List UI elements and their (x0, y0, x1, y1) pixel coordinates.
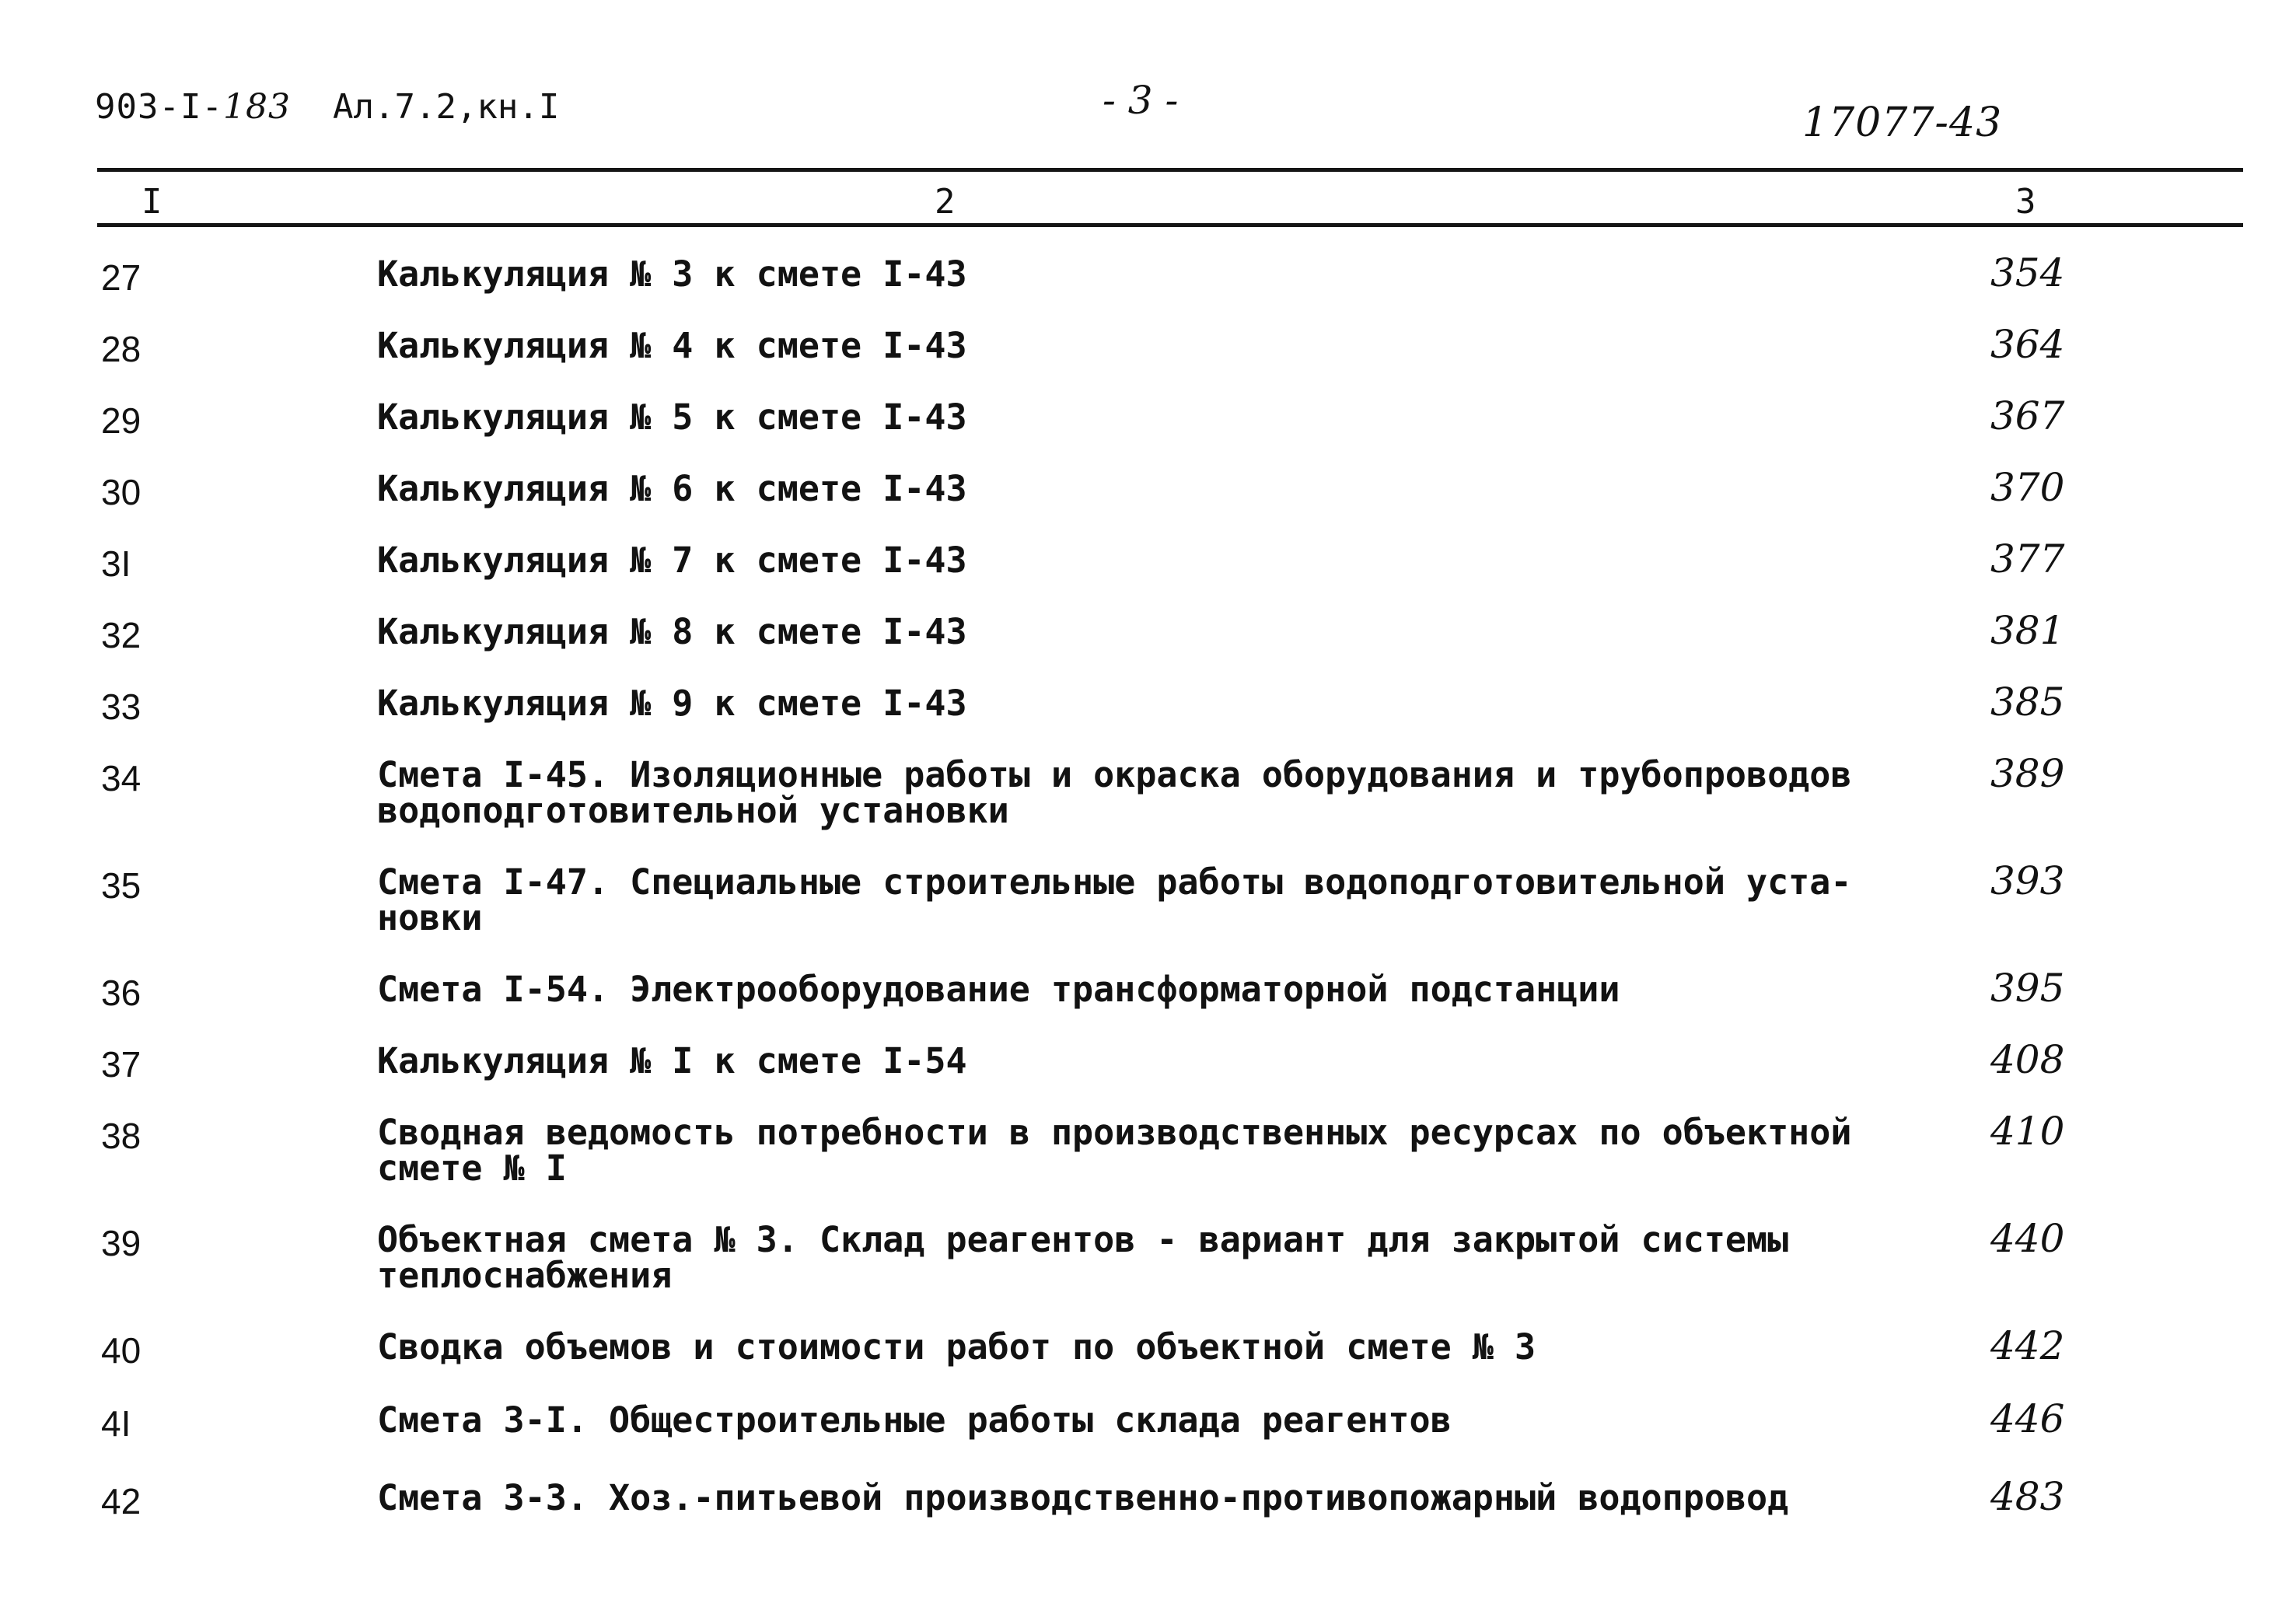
row-number: 34 (101, 758, 142, 798)
row-title: Калькуляция № 6 к смете I-43 (377, 468, 967, 509)
row-page: 442 (1990, 1323, 2065, 1368)
row-title: Смета 3-I. Общестроительные работы склада реагентов (377, 1399, 1452, 1441)
row-number: 4I (101, 1403, 131, 1444)
row-page: 367 (1990, 393, 2065, 438)
row-number: 29 (101, 400, 142, 441)
row-page: 377 (1990, 536, 2065, 582)
header-code-printed: 903-I- (95, 87, 223, 127)
row-page: 370 (1990, 465, 2065, 510)
row-title: Объектная смета № 3. Склад реагентов - вариант для закрытой системы теплоснабжения (377, 1219, 1789, 1296)
row-page: 395 (1990, 966, 2065, 1011)
row-number: 30 (101, 472, 142, 512)
row-title: Калькуляция № 5 к смете I-43 (377, 397, 967, 438)
row-number: 39 (101, 1223, 142, 1263)
row-title: Калькуляция № 7 к смете I-43 (377, 540, 967, 581)
row-page: 440 (1990, 1216, 2065, 1261)
row-number: 36 (101, 973, 142, 1013)
row-page: 385 (1990, 679, 2065, 725)
row-title: Калькуляция № 8 к смете I-43 (377, 611, 967, 652)
row-title: Калькуляция № 4 к смете I-43 (377, 325, 967, 366)
column-header-page: 3 (2015, 182, 2036, 222)
header-code (95, 87, 291, 127)
row-number: 32 (101, 615, 142, 655)
table-top-rule (97, 168, 2243, 172)
row-number: 27 (101, 257, 142, 298)
column-header-number: I (142, 182, 163, 222)
table-header-rule (97, 223, 2243, 227)
page-number: - 3 - (1103, 78, 1179, 123)
row-page: 446 (1990, 1396, 2065, 1441)
row-title: Калькуляция № I к смете I-54 (377, 1040, 967, 1081)
row-page: 389 (1990, 751, 2065, 796)
row-number: 38 (101, 1116, 142, 1156)
row-page: 410 (1990, 1109, 2065, 1154)
row-title: Калькуляция № 9 к смете I-43 (377, 683, 967, 724)
row-page: 381 (1990, 608, 2065, 653)
row-number: 37 (101, 1044, 142, 1085)
row-page: 364 (1990, 322, 2065, 367)
header-album: Ал.7.2,кн.I (333, 87, 560, 127)
row-number: 3I (101, 543, 131, 584)
row-page: 354 (1990, 250, 2065, 295)
row-title: Сводка объемов и стоимости работ по объектной смете № 3 (377, 1326, 1536, 1368)
row-title: Смета 3-3. Хоз.-питьевой производственно-противопожарный водопровод (377, 1477, 1789, 1518)
row-title: Сводная ведомость потребности в производственных ресурсах по объектной смете № I (377, 1112, 1852, 1189)
row-page: 408 (1990, 1037, 2065, 1082)
row-number: 35 (101, 865, 142, 906)
row-page: 483 (1990, 1474, 2065, 1519)
row-number: 42 (101, 1481, 142, 1521)
inventory-number: 17077-43 (1802, 100, 2003, 146)
row-page: 393 (1990, 858, 2065, 903)
row-title: Смета I-54. Электрооборудование трансформаторной подстанции (377, 969, 1620, 1010)
row-number: 28 (101, 329, 142, 369)
row-title: Смета I-45. Изоляционные работы и окраска оборудования и трубопроводов водоподготовительной установки (377, 754, 1852, 831)
row-number: 40 (101, 1330, 142, 1371)
row-title: Калькуляция № 3 к смете I-43 (377, 253, 967, 295)
header-code-handwritten: 183 (222, 87, 291, 127)
column-header-title: 2 (935, 182, 956, 222)
row-number: 33 (101, 686, 142, 727)
row-title: Смета I-47. Специальные строительные работы водоподготовительной уста- новки (377, 861, 1852, 938)
